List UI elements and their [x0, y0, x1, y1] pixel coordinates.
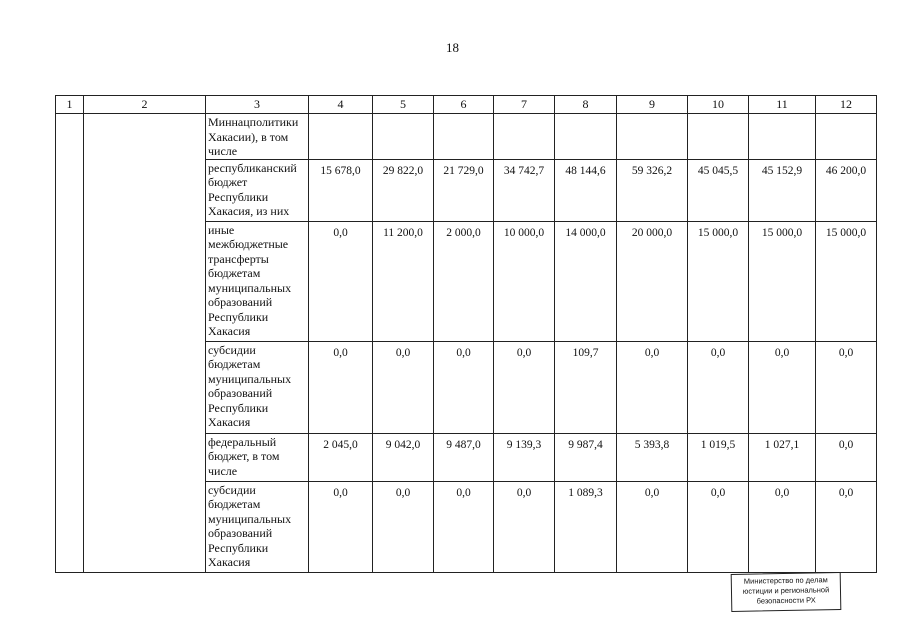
value-cell: 11 200,0 — [373, 221, 434, 341]
row-label: Миннацполитики Хакасии), в том числе — [206, 114, 309, 160]
column-number: 3 — [206, 96, 309, 114]
value-cell: 0,0 — [309, 481, 373, 572]
row-label: субсидии бюджетам муниципальных образований Республики Хакасия — [206, 481, 309, 572]
column-number: 8 — [555, 96, 617, 114]
value-cell: 15 678,0 — [309, 159, 373, 221]
value-cell: 9 139,3 — [494, 433, 555, 481]
value-cell: 15 000,0 — [816, 221, 877, 341]
value-cell: 0,0 — [434, 481, 494, 572]
value-cell — [749, 114, 816, 160]
value-cell: 109,7 — [555, 341, 617, 433]
value-cell — [617, 114, 688, 160]
value-cell: 45 045,5 — [688, 159, 749, 221]
column-number: 5 — [373, 96, 434, 114]
value-cell — [309, 114, 373, 160]
value-cell: 0,0 — [373, 481, 434, 572]
column-number: 9 — [617, 96, 688, 114]
value-cell: 46 200,0 — [816, 159, 877, 221]
value-cell: 0,0 — [749, 341, 816, 433]
stamp-line: Министерство по делам — [743, 575, 828, 586]
column-number: 12 — [816, 96, 877, 114]
value-cell: 0,0 — [309, 221, 373, 341]
column-number: 11 — [749, 96, 816, 114]
value-cell: 59 326,2 — [617, 159, 688, 221]
column-number: 4 — [309, 96, 373, 114]
value-cell: 0,0 — [688, 341, 749, 433]
value-cell: 0,0 — [617, 341, 688, 433]
value-cell: 48 144,6 — [555, 159, 617, 221]
value-cell: 21 729,0 — [434, 159, 494, 221]
column-number: 7 — [494, 96, 555, 114]
value-cell: 0,0 — [617, 481, 688, 572]
value-cell: 0,0 — [434, 341, 494, 433]
value-cell: 0,0 — [373, 341, 434, 433]
value-cell: 0,0 — [816, 433, 877, 481]
value-cell: 10 000,0 — [494, 221, 555, 341]
value-cell: 0,0 — [749, 481, 816, 572]
value-cell — [434, 114, 494, 160]
value-cell: 0,0 — [688, 481, 749, 572]
column-number: 6 — [434, 96, 494, 114]
column-number: 1 — [56, 96, 84, 114]
value-cell — [816, 114, 877, 160]
row-label: иные межбюджетные трансферты бюджетам муниципальных образований Республики Хакасия — [206, 221, 309, 341]
row-label: республиканский бюджет Республики Хакасия, из них — [206, 159, 309, 221]
value-cell — [494, 114, 555, 160]
value-cell: 1 027,1 — [749, 433, 816, 481]
value-cell: 1 089,3 — [555, 481, 617, 572]
value-cell — [555, 114, 617, 160]
row-label: субсидии бюджетам муниципальных образований Республики Хакасия — [206, 341, 309, 433]
table-header-row — [56, 96, 877, 114]
value-cell: 9 042,0 — [373, 433, 434, 481]
table-row — [56, 114, 877, 160]
value-cell: 20 000,0 — [617, 221, 688, 341]
value-cell: 2 000,0 — [434, 221, 494, 341]
value-cell: 15 000,0 — [749, 221, 816, 341]
value-cell: 0,0 — [816, 481, 877, 572]
value-cell: 14 000,0 — [555, 221, 617, 341]
value-cell: 0,0 — [494, 341, 555, 433]
column-number: 2 — [84, 96, 206, 114]
column-number: 10 — [688, 96, 749, 114]
ministry-stamp — [731, 572, 842, 612]
value-cell: 2 045,0 — [309, 433, 373, 481]
empty-cell — [84, 114, 206, 573]
value-cell: 1 019,5 — [688, 433, 749, 481]
value-cell — [373, 114, 434, 160]
value-cell: 0,0 — [494, 481, 555, 572]
row-label: федеральный бюджет, в том числе — [206, 433, 309, 481]
value-cell: 0,0 — [309, 341, 373, 433]
page-number: 18 — [446, 40, 459, 55]
value-cell: 9 487,0 — [434, 433, 494, 481]
value-cell — [688, 114, 749, 160]
value-cell: 15 000,0 — [688, 221, 749, 341]
value-cell: 45 152,9 — [749, 159, 816, 221]
empty-cell — [56, 114, 84, 573]
budget-table — [55, 95, 877, 573]
value-cell: 5 393,8 — [617, 433, 688, 481]
stamp-line: безопасности РХ — [756, 595, 816, 606]
value-cell: 0,0 — [816, 341, 877, 433]
value-cell: 9 987,4 — [555, 433, 617, 481]
value-cell: 29 822,0 — [373, 159, 434, 221]
value-cell: 34 742,7 — [494, 159, 555, 221]
stamp-line: юстиции и региональной — [742, 585, 830, 596]
